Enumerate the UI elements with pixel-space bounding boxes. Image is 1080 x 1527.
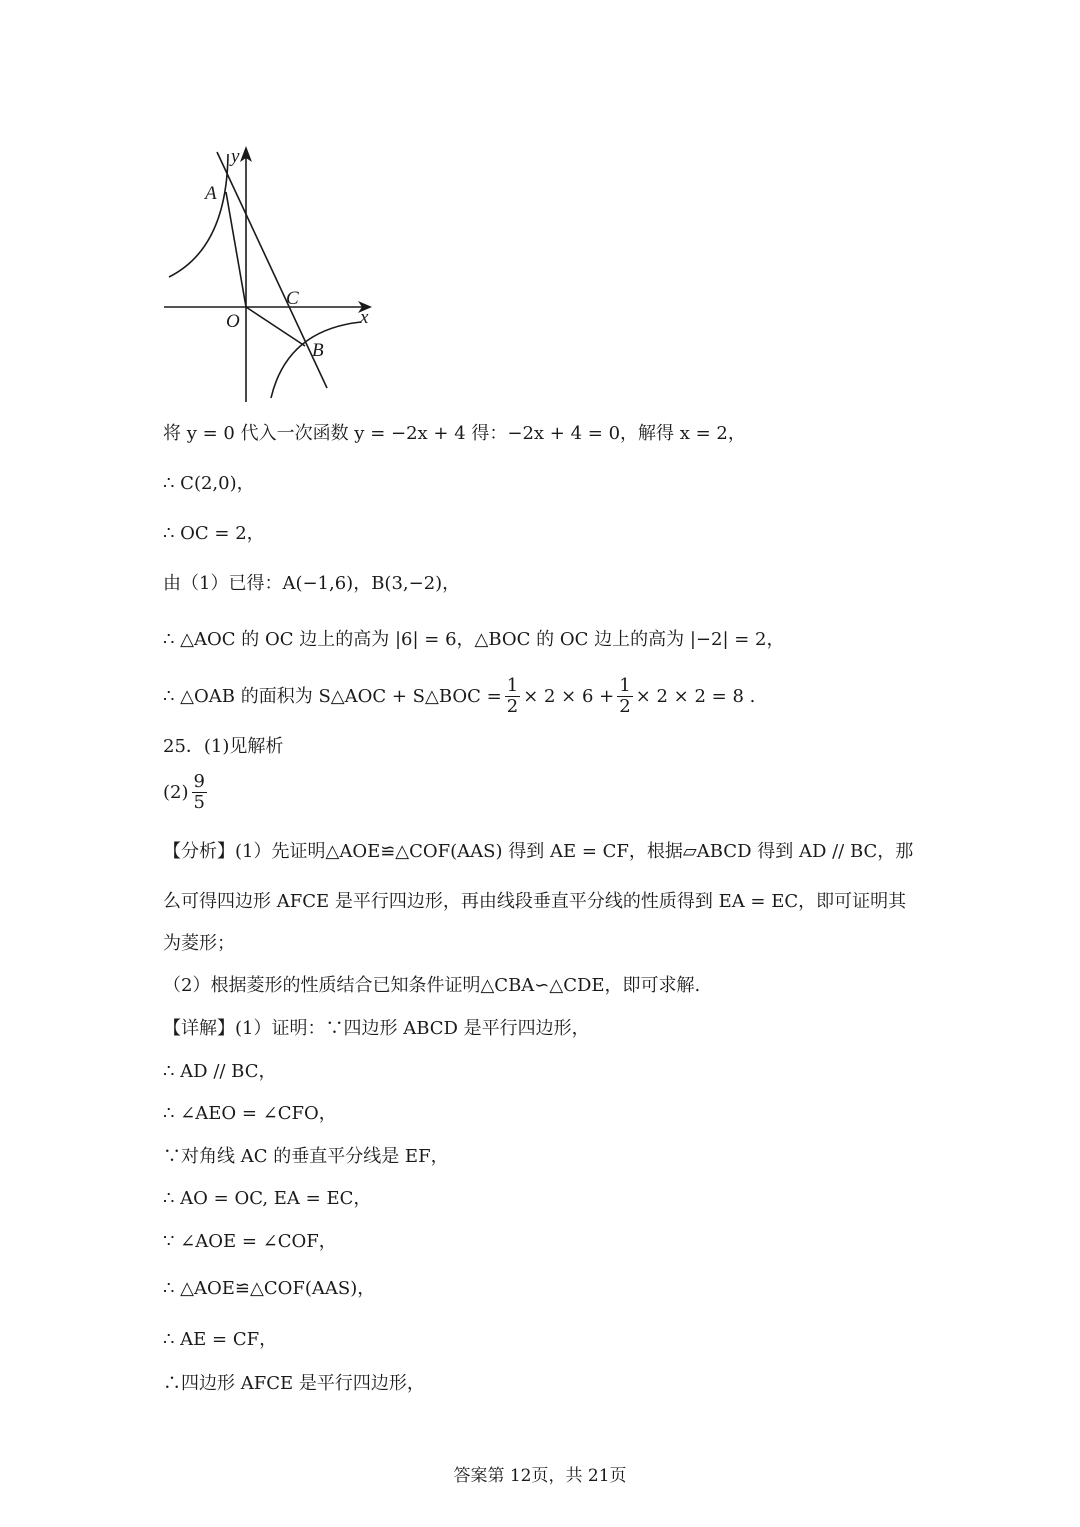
fraction-numerator: 1: [506, 675, 519, 696]
page-footer: 答案第 12页，共 21页: [453, 1466, 627, 1486]
solution-line-5: ∴ △AOC 的 OC 边上的高为 |6| = 6，△BOC 的 OC 边上的高为 |−2| = 2，: [163, 629, 785, 650]
fraction-numerator: 1: [619, 675, 631, 696]
analysis-line-4: （2）根据菱形的性质结合已知条件证明△CBA∽△CDE，即可求解.: [163, 975, 701, 996]
solution-line-1: 将 y = 0 代入一次函数 y = −2x + 4 得：−2x + 4 = 0，解得 x = 2，: [163, 423, 746, 444]
analysis-line-3: 为菱形；: [163, 933, 235, 954]
function-graph-figure: [155, 140, 385, 410]
segment-ob: [246, 307, 305, 346]
label-o: O: [226, 311, 240, 332]
detail-line-9: ∴四边形 AFCE 是平行四边形，: [163, 1373, 425, 1394]
hyperbola-branch-upper-left: [169, 154, 228, 277]
question-25-part1: 25．(1)见解析: [163, 736, 284, 757]
solution-line-3: ∴ OC = 2，: [163, 523, 265, 544]
fraction-half-1: [505, 676, 520, 717]
area-formula-middle: × 2 × 6 +: [523, 685, 615, 707]
solution-line-4: 由（1）已得：A(−1,6)，B(3,−2)，: [163, 573, 461, 594]
detail-line-5: ∴ AO = OC, EA = EC，: [163, 1188, 372, 1209]
fraction-denominator: 5: [193, 792, 205, 813]
detail-line-7: ∴ △AOE≌△COF(AAS)，: [163, 1278, 376, 1299]
area-formula-prefix: ∴ △OAB 的面积为 S△AOC + S△BOC =: [163, 685, 502, 707]
area-formula-suffix: × 2 × 2 = 8 .: [635, 685, 756, 707]
detail-line-8: ∴ AE = CF，: [163, 1329, 278, 1350]
analysis-line-1: 【分析】(1）先证明△AOE≌△COF(AAS) 得到 AE = CF，根据▱ABCD 得到 AD // BC，那: [163, 841, 914, 862]
fraction-nine-fifths: [192, 772, 207, 813]
label-y: y: [231, 146, 240, 167]
solution-line-2: ∴ C(2,0)，: [163, 473, 255, 494]
graph-svg: [155, 140, 385, 410]
detail-line-6: ∵ ∠AOE = ∠COF，: [163, 1231, 337, 1252]
part2-label: (2): [163, 781, 189, 803]
label-x: x: [360, 307, 369, 328]
detail-line-1: 【详解】(1）证明：∵四边形 ABCD 是平行四边形，: [163, 1018, 590, 1039]
label-a: A: [205, 183, 217, 204]
area-formula-line: [163, 676, 923, 717]
detail-line-2: ∴ AD // BC，: [163, 1061, 277, 1082]
fraction-denominator: 2: [619, 696, 631, 717]
line-ab: [217, 152, 327, 388]
detail-line-3: ∴ ∠AEO = ∠CFO，: [163, 1103, 337, 1124]
fraction-numerator: 9: [193, 771, 205, 792]
fraction-half-2: [617, 676, 632, 717]
analysis-line-2: 么可得四边形 AFCE 是平行四边形，再由线段垂直平分线的性质得到 EA = EC，即可证明其: [163, 891, 907, 912]
label-b: B: [312, 340, 324, 361]
question-25-part2: [163, 772, 923, 813]
fraction-denominator: 2: [506, 696, 519, 717]
detail-line-4: ∵对角线 AC 的垂直平分线是 EF，: [163, 1146, 449, 1167]
label-c: C: [286, 288, 299, 309]
